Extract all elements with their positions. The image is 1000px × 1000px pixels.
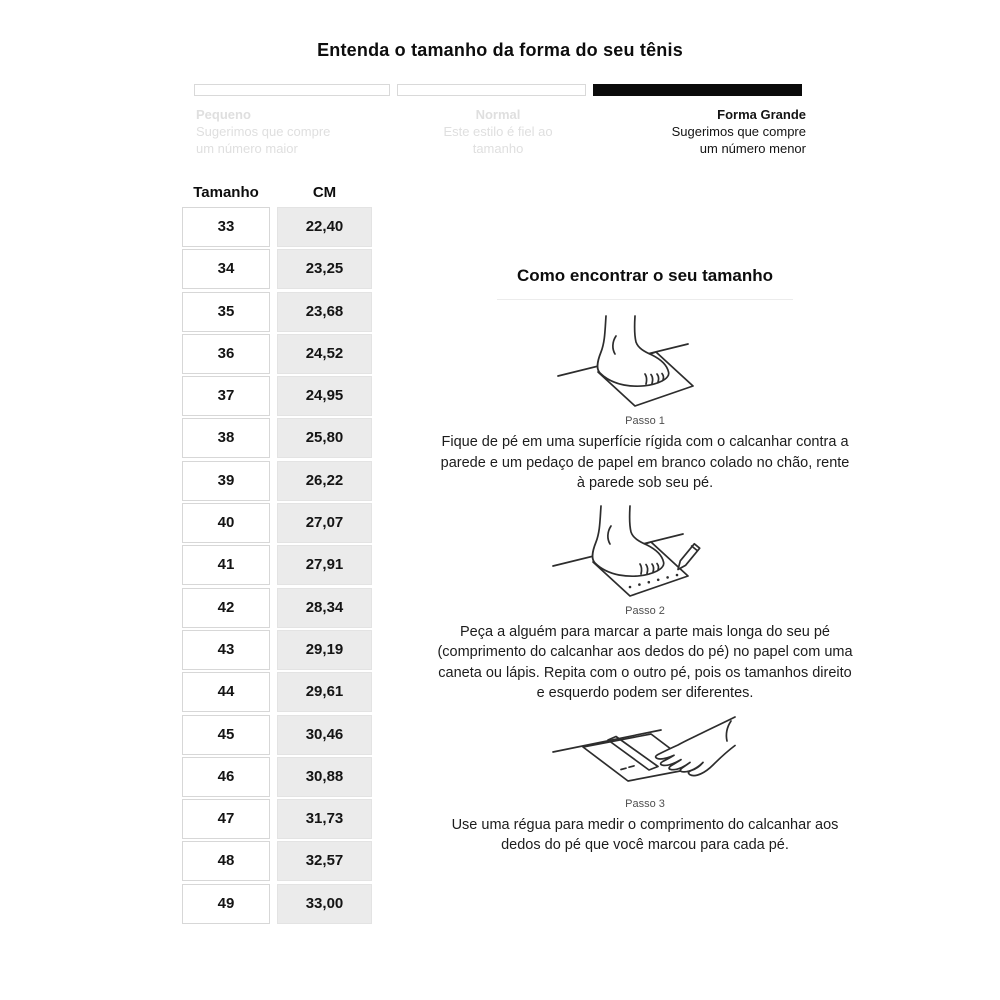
foot-on-paper-icon	[545, 314, 745, 410]
size-cell: 46	[182, 757, 270, 797]
size-cell: 36	[182, 334, 270, 374]
cm-cell: 30,88	[277, 757, 372, 797]
step-text: Use uma régua para medir o comprimento do calcanhar aos dedos do pé que você marcou para cada pé.	[451, 816, 839, 853]
cm-cell: 23,68	[277, 292, 372, 332]
cm-column-header: CM	[312, 184, 337, 201]
table-row	[182, 418, 372, 458]
step-label: Passo 1	[625, 415, 665, 427]
size-cell: 38	[182, 418, 270, 458]
fit-label-title: Forma Grande	[717, 107, 806, 122]
guide-title: Como encontrar o seu tamanho	[517, 266, 773, 285]
table-row	[182, 672, 372, 712]
size-cell: 44	[182, 672, 270, 712]
hand-measuring-with-ruler-icon	[551, 708, 739, 793]
divider	[497, 299, 793, 300]
table-row	[182, 545, 372, 585]
size-cell: 34	[182, 249, 270, 289]
size-cell: 45	[182, 715, 270, 755]
step-label: Passo 2	[625, 604, 665, 617]
size-cell: 42	[182, 588, 270, 628]
cm-cell: 29,19	[277, 630, 372, 670]
size-table	[182, 184, 372, 926]
table-row	[182, 630, 372, 670]
size-cell: 43	[182, 630, 270, 670]
cm-cell: 25,80	[277, 418, 372, 458]
table-row	[182, 799, 372, 839]
cm-cell: 22,40	[277, 207, 372, 247]
table-row	[182, 376, 372, 416]
size-table-body	[182, 207, 372, 924]
fit-meter-segment-pequeno	[194, 84, 390, 96]
size-guide-section	[435, 266, 855, 856]
table-row	[182, 292, 372, 332]
table-row	[182, 715, 372, 755]
table-row	[182, 334, 372, 374]
fit-label-title: Normal	[475, 107, 521, 122]
size-cell: 49	[182, 884, 270, 924]
cm-cell: 27,07	[277, 503, 372, 543]
cm-cell: 29,61	[277, 672, 372, 712]
fit-label-description: Este estilo é fiel ao tamanho	[443, 124, 553, 156]
fit-meter-label-normal	[418, 106, 578, 157]
fit-label-title: Pequeno	[196, 107, 251, 122]
table-row	[182, 461, 372, 501]
fit-label-description: Sugerimos que compre um número menor	[671, 124, 806, 156]
cm-cell: 27,91	[277, 545, 372, 585]
step-text: Fique de pé em uma superfície rígida com o calcanhar contra a parede e um pedaço de papel em branco colado no chão, rente à parede sob seu pé.	[440, 434, 850, 491]
cm-cell: 23,25	[277, 249, 372, 289]
cm-cell: 28,34	[277, 588, 372, 628]
table-row	[182, 207, 372, 247]
table-row	[182, 249, 372, 289]
fit-meter-label-pequeno	[196, 106, 341, 157]
size-table-header	[182, 184, 372, 201]
table-row	[182, 503, 372, 543]
size-cell: 37	[182, 376, 270, 416]
fit-meter-segment-forma-grande	[593, 84, 802, 96]
cm-cell: 32,57	[277, 841, 372, 881]
size-cell: 47	[182, 799, 270, 839]
table-row	[182, 884, 372, 924]
table-row	[182, 588, 372, 628]
page-title: Entenda o tamanho da forma do seu tênis	[317, 40, 683, 60]
fit-meter-segment-normal	[397, 84, 586, 96]
size-cell: 39	[182, 461, 270, 501]
cm-cell: 26,22	[277, 461, 372, 501]
size-column-header: Tamanho	[193, 184, 259, 201]
cm-cell: 24,52	[277, 334, 372, 374]
size-cell: 48	[182, 841, 270, 881]
size-cell: 35	[182, 292, 270, 332]
fit-label-description: Sugerimos que compre um número maior	[196, 124, 331, 156]
step-text: Peça a alguém para marcar a parte mais longa do seu pé (comprimento do calcanhar aos dedos do pé) no papel com uma caneta ou lápis. Repita com o outro pé, pois os tamanhos direito e esquerdo podem ser diferentes.	[437, 623, 853, 701]
step-label: Passo 3	[625, 797, 665, 810]
cm-cell: 24,95	[277, 376, 372, 416]
foot-marking-with-pencil-icon	[540, 504, 750, 600]
size-cell: 40	[182, 503, 270, 543]
size-cell: 33	[182, 207, 270, 247]
cm-cell: 31,73	[277, 799, 372, 839]
table-row	[182, 757, 372, 797]
fit-meter-label-forma-grande	[660, 106, 806, 157]
cm-cell: 30,46	[277, 715, 372, 755]
fit-meter	[194, 84, 802, 96]
table-row	[182, 841, 372, 881]
size-cell: 41	[182, 545, 270, 585]
cm-cell: 33,00	[277, 884, 372, 924]
